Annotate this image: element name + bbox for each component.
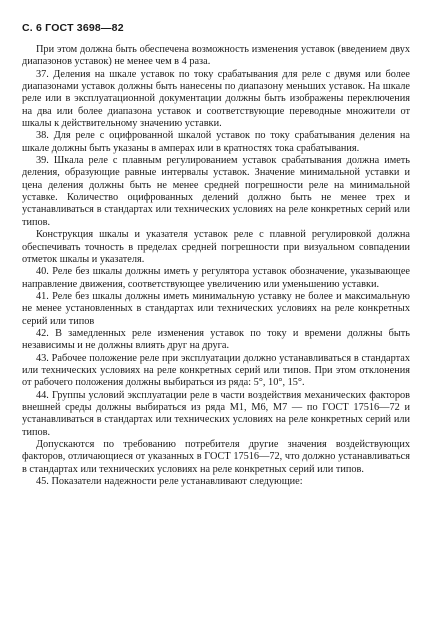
paragraph-41: 41. Реле без шкалы должны иметь минимальную уставку не более и максимальную не менее установленных в стандартах или технических условиях на реле конкретных серий или типов [22,290,410,327]
paragraph-42: 42. В замедленных реле изменения уставок по току и времени должны быть независимы и не должны влиять друг на друга. [22,327,410,352]
paragraph-37: 37. Деления на шкале уставок по току срабатывания для реле с двумя или более диапазонами уставок должны быть нанесены по диапазону меньших уставок. На шкале реле или в эксплуатационной документации должны быть изображены переключения на два или более диапазона уставок и соответствующие переводные множители от шкалы к действительному значению уставки. [22,68,410,130]
paragraph-39: 39. Шкала реле с плавным регулированием уставок срабатывания должна иметь деления, образующие равные интервалы уставок. Значение минимальной уставки и цена деления должны быть не менее средней погрешности реле на минимальной уставке. Количество оцифрованных делений должно быть не менее трех и устанавливаться в стандартах или технических условиях на реле конкретных серий или типов. [22,155,410,228]
paragraph-44: 44. Группы условий эксплуатации реле в части воздействия механических факторов внешней среды должны выбираться из ряда М1, М6, М7 — по ГОСТ 17516—72 и устанавливаться в стандартах или технических условиях на реле конкретных серий или типов. [22,389,410,438]
page-header: С. 6 ГОСТ 3698—82 [22,22,124,34]
paragraph-43: 43. Рабочее положение реле при эксплуатации должно устанавливаться в стандартах или технических условиях на реле конкретных серий или типов. При этом отклонения от рабочего положения должны выбираться из ряда: 5°, 10°, 15°. [22,352,410,389]
paragraph-39-continued: Конструкция шкалы и указателя уставок реле с плавной регулировкой должна обеспечивать точность в пределах средней погрешности при визуальном совпадении отметок шкалы и указателя. [22,229,410,265]
document-page [22,22,410,488]
paragraph-44-continued: Допускаются по требованию потребителя другие значения воздействующих факторов, отличающиеся от указанных в ГОСТ 17516—72, что должно устанавливаться в стандартах или технических условиях на реле конкретных серий или типов. [22,439,410,475]
paragraph-45: 45. Показатели надежности реле устанавливают следующие: [36,476,303,488]
paragraph-40: 40. Реле без шкалы должны иметь у регулятора уставок обозначение, указывающее направление движения, соответствующее увеличению или уменьшению уставки. [22,266,410,290]
paragraph-intro: При этом должна быть обеспечена возможность изменения уставок (введением двух диапазонов уставок) не менее чем в 4 раза. [22,44,410,68]
paragraph-38: 38. Для реле с оцифрованной шкалой уставок по току срабатывания деления на шкале должны быть указаны в амперах или в кратностях тока срабатывания. [22,130,410,154]
